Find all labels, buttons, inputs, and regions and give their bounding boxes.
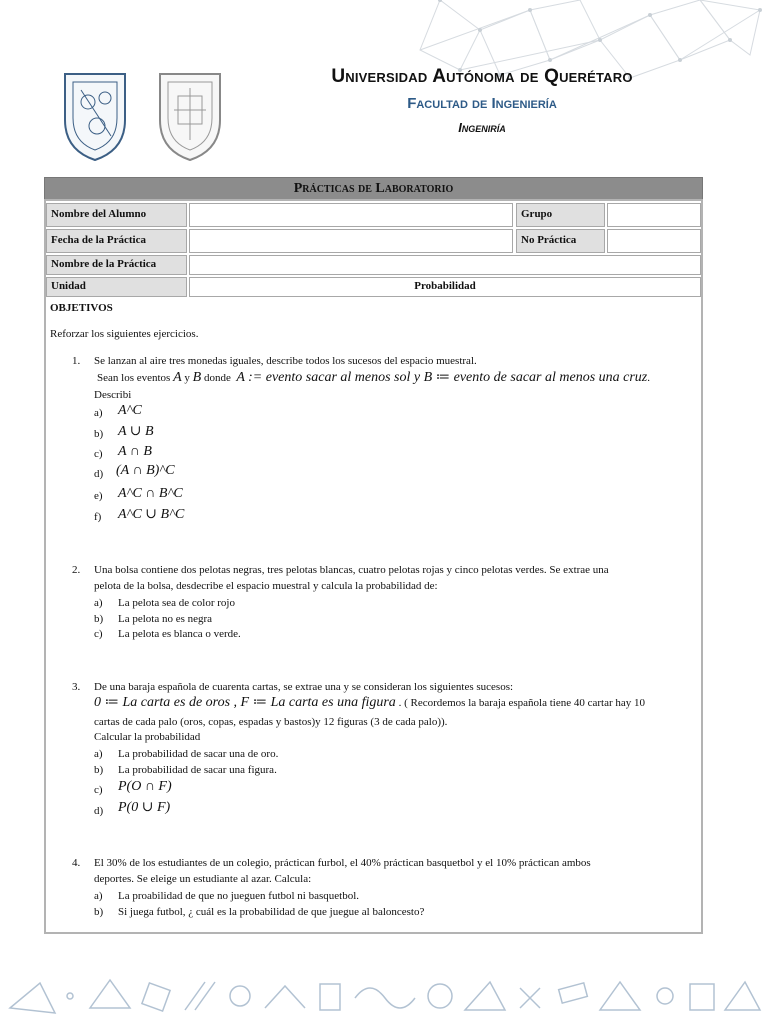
form-title: Prácticas de Laboratorio [44, 177, 703, 200]
q3-item-c-text: P(O ∩ F) [118, 779, 172, 794]
q4-item-b-letter: b) [94, 906, 104, 918]
student-name-field[interactable] [189, 203, 513, 227]
q1-item-d-expr: (A ∩ B)^C [116, 463, 175, 478]
practice-number-field[interactable] [607, 229, 701, 253]
q2-item-a-letter: a) [94, 597, 103, 609]
practice-number-label: No Práctica [516, 229, 605, 253]
practice-name-label: Nombre de la Práctica [46, 255, 187, 275]
q3-item-a-text: La probabilidad de sacar una de oro. [118, 748, 279, 760]
q1-item-b-expr: A ∪ B [118, 424, 154, 439]
student-name-label: Nombre del Alumno [46, 203, 187, 227]
q1-item-f-expr: A^C ∪ B^C [118, 507, 185, 522]
q1-describe: Describi [94, 389, 132, 401]
unit-value: Probabilidad [189, 277, 701, 297]
q3-item-d-letter: d) [94, 805, 104, 817]
q1-number: 1. [72, 355, 81, 367]
q3-text-1: De una baraja española de cuarenta cartas, se extrae una y se consideran los siguientes sucesos: [94, 681, 514, 693]
q3-item-d-text: P(0 ∪ F) [118, 800, 171, 815]
intro-text: Reforzar los siguientes ejercicios. [50, 328, 199, 340]
unit-label: Unidad [46, 277, 187, 297]
q1-text: Se lanzan al aire tres monedas iguales, describe todos los sucesos del espacio muestral. [94, 355, 477, 367]
q1-events-line: Sean los eventos A y B donde A := evento sacar al menos sol y B ≔ evento de sacar al menos una cruz. [97, 370, 651, 385]
group-label: Grupo [516, 203, 605, 227]
q2-item-b-letter: b) [94, 613, 104, 625]
q3-events-line [94, 695, 645, 711]
q3-note-1: . ( Recordemos la baraja española tiene 40 cartar hay 10 [398, 697, 646, 709]
q1-item-a-expr: A^C [118, 403, 142, 418]
q4-text-2: deportes. Se eleige un estudiante al azar. Calcula: [94, 873, 312, 885]
q3-number: 3. [72, 681, 81, 693]
group-field[interactable] [607, 203, 701, 227]
q3-item-c-letter: c) [94, 784, 103, 796]
practice-name-field[interactable] [189, 255, 701, 275]
q4-number: 4. [72, 857, 81, 869]
q2-item-a-text: La pelota sea de color rojo [118, 597, 235, 609]
q3-item-a-letter: a) [94, 748, 103, 760]
q2-item-c-letter: c) [94, 628, 103, 640]
q2-item-c-text: La pelota es blanca o verde. [118, 628, 241, 640]
objectives-heading: OBJETIVOS [50, 302, 113, 314]
q4-item-b-text: Si juega futbol, ¿ cuál es la probabilidad de que juegue al baloncesto? [118, 906, 425, 918]
decorative-math-strip [0, 968, 768, 1024]
university-crest-logo [61, 70, 129, 162]
university-name: Universidad Autónoma de Querétaro [331, 66, 633, 87]
q4-item-a-text: La proabilidad de que no jueguen futbol ni basquetbol. [118, 890, 360, 902]
q4-item-a-letter: a) [94, 890, 103, 902]
area-name: Ingeniría [458, 120, 506, 135]
q2-text-2: pelota de la bolsa, desdecribe el espacio muestral y calcula la probabilidad de: [94, 580, 438, 592]
q1-events-definition: A := evento sacar al menos sol y B ≔ evento de sacar al menos una cruz [236, 370, 648, 385]
practice-date-field[interactable] [189, 229, 513, 253]
q1-item-b-letter: b) [94, 428, 104, 440]
q2-text-1: Una bolsa contiene dos pelotas negras, tres pelotas blancas, cuatro pelotas rojas y cinco pelotas verdes. Se extrae una [94, 564, 609, 576]
q3-item-b-letter: b) [94, 764, 104, 776]
q1-item-c-letter: c) [94, 448, 103, 460]
q1-item-e-expr: A^C ∩ B^C [118, 486, 183, 501]
q2-number: 2. [72, 564, 81, 576]
practice-date-label: Fecha de la Práctica [46, 229, 187, 253]
q1-item-d-letter: d) [94, 468, 104, 480]
q1-item-c-expr: A ∩ B [118, 444, 152, 459]
q2-item-b-text: La pelota no es negra [118, 613, 213, 625]
q3-note-2: cartas de cada palo (oros, copas, espadas y bastos)y 12 figuras (3 de cada palo)). [94, 716, 448, 728]
q1-item-f-letter: f) [94, 511, 102, 523]
faculty-crest-logo [156, 70, 224, 162]
q3-events: 0 ≔ La carta es de oros , F ≔ La carta es una figura [94, 695, 396, 710]
q3-calc: Calcular la probabilidad [94, 731, 201, 743]
q1-item-a-letter: a) [94, 407, 103, 419]
faculty-name: Facultad de Ingeniería [407, 95, 557, 112]
q1-item-e-letter: e) [94, 490, 103, 502]
q4-text-1: El 30% de los estudiantes de un colegio, práctican furbol, el 40% práctican basquetbol y el 10% práctican ambos [94, 857, 591, 869]
q3-item-b-text: La probabilidad de sacar una figura. [118, 764, 277, 776]
